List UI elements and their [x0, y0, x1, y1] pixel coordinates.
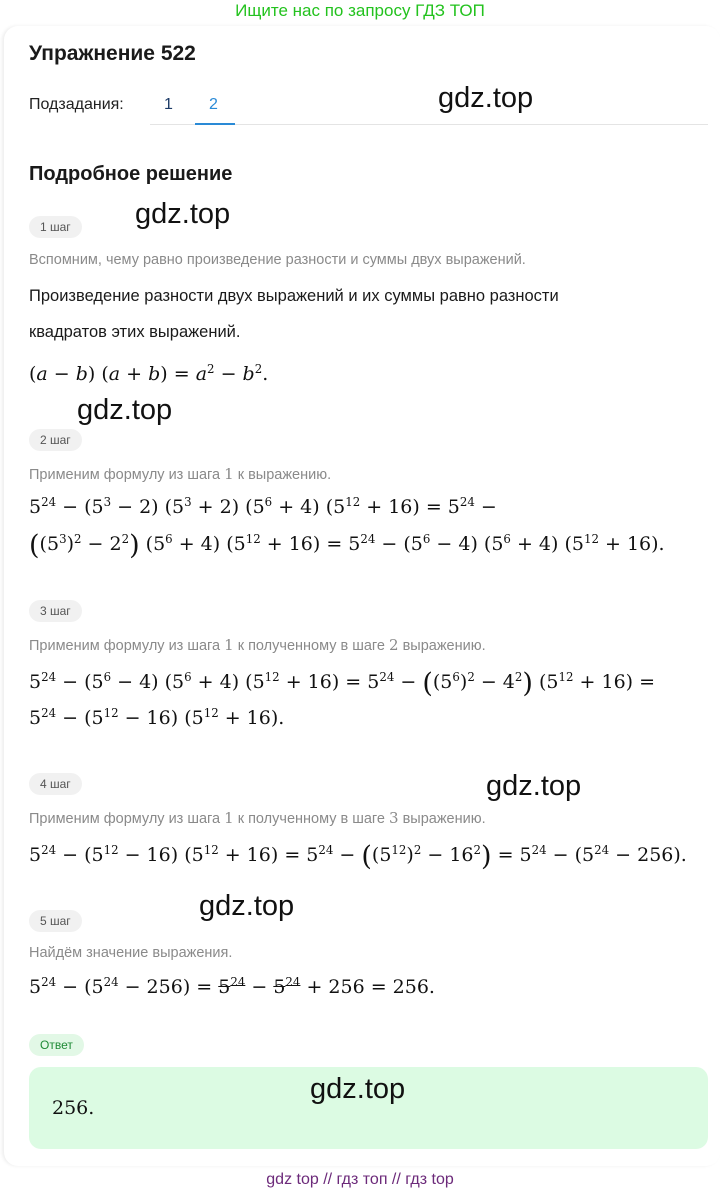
watermark: gdz.top: [135, 198, 231, 230]
watermark: gdz.top: [199, 890, 295, 922]
page-title: Упражнение 522: [29, 42, 196, 65]
step-hint: Применим формулу из шага 1 к полученному в шаге 2 выражению.: [29, 636, 486, 654]
step-badge: 3 шаг: [29, 600, 82, 622]
step-hint: Применим формулу из шага 1 к выражению.: [29, 465, 332, 483]
watermark: gdz.top: [310, 1073, 406, 1105]
answer-badge: Ответ: [29, 1034, 84, 1056]
step-badge: 1 шаг: [29, 216, 82, 238]
watermark: gdz.top: [438, 82, 534, 114]
step-body-line: Произведение разности двух выражений и их суммы равно разности: [29, 287, 559, 305]
formula: $5^{24} - (5^6 - 4) (5^6 + 4) (5^{12} + 16) = 5^{24} - ((5^6)^2 - 4^2) (5^{12} + 16)$ =: [29, 668, 656, 699]
tab-subtask-1[interactable]: 1: [164, 96, 173, 113]
step-badge: 5 шаг: [29, 910, 82, 932]
watermark: gdz.top: [77, 394, 173, 426]
tab-subtask-2[interactable]: 2: [209, 96, 218, 113]
section-title: Подробное решение: [29, 163, 233, 185]
formula: $5^{24} - (5^{24} - 256) = 5^{24} - 5^{24} + 256 = 256$.: [29, 974, 435, 998]
step-badge: 4 шаг: [29, 773, 82, 795]
subtasks-label: Подзадания:: [29, 96, 124, 113]
footer-links[interactable]: gdz top // гдз топ // гдз top: [266, 1171, 454, 1188]
step-badge: 2 шаг: [29, 429, 82, 451]
formula: $5^{24} - (5^{12} - 16) (5^{12} + 16)$.: [29, 705, 285, 729]
answer-value: 256.: [52, 1097, 95, 1119]
step-hint: Найдём значение выражения.: [29, 945, 233, 961]
watermark: gdz.top: [486, 770, 582, 802]
step-hint: Применим формулу из шага 1 к полученному в шаге 3 выражению.: [29, 809, 486, 827]
formula: (a − b) $(a + b) = a^2 - b^2$.: [29, 361, 269, 385]
formula: $5^{24} - (5^{12} - 16) (5^{12} + 16) = 5^{24} - ((5^{12})^2 - 16^2) = 5^{24} - (5^{24} - 256)$.: [29, 841, 687, 872]
step-hint: Вспомним, чему равно произведение разности и суммы двух выражений.: [29, 252, 526, 268]
step-body-line: квадратов этих выражений.: [29, 323, 241, 341]
active-tab-indicator: [195, 123, 235, 125]
search-banner: Ищите нас по запросу ГДЗ ТОП: [235, 1, 485, 20]
formula: $5^{24} - (5^3 - 2) (5^3 + 2) (5^6 + 4) (5^{12} + 16) = 5^{24}$ −: [29, 494, 497, 518]
formula: $((5^3)^2 - 2^2) (5^6 + 4) (5^{12} + 16) = 5^{24} - (5^6 - 4) (5^6 + 4) (5^{12} + 16)$.: [29, 530, 665, 561]
